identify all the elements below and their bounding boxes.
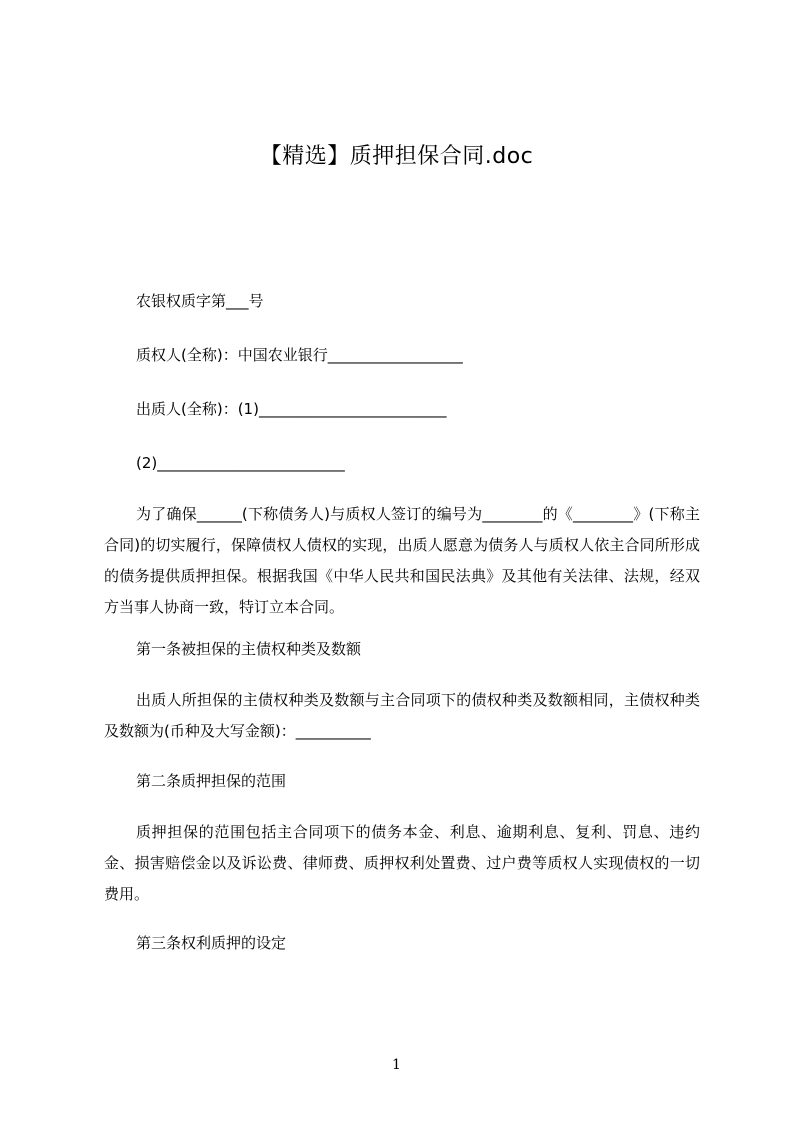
article-2-heading: 第二条质押担保的范围 [136,772,287,790]
pledgor-line-2: (2)_________________________ [136,454,345,472]
page-number: 1 [392,1057,401,1073]
intro-paragraph: 为了确保______(下称债务人)与质权人签订的编号为________的《________》(下称主合同)的切实履行，保障债权人债权的实现，出质人愿意为债务人与质权人依主合同所形成的债务提供质押担保。根据我国《中华人民共和国民法典》及其他有关法律、法规，经双方当事人协商一致，特订立本合同。 [104,505,700,616]
article-1-body: 出质人所担保的主债权种类及数额与主合同项下的债权种类及数额相同，主债权种类及数额为(币种及大写金额)：__________ [104,691,700,740]
pledgee-line: 质权人(全称)：中国农业银行__________________ [136,346,463,364]
article-1-heading: 第一条被担保的主债权种类及数额 [136,640,362,658]
document-title: 【精选】质押担保合同.doc [259,144,534,169]
pledgor-line-1: 出质人(全称)：(1)_________________________ [136,400,447,418]
article-2-body: 质押担保的范围包括主合同项下的债务本金、利息、逾期利息、复利、罚息、违约金、损害赔偿金以及诉讼费、律师费、质押权利处置费、过户费等质权人实现债权的一切费用。 [104,823,700,903]
article-3-heading: 第三条权利质押的设定 [136,934,287,952]
contract-number: 农银权质字第___号 [136,292,264,310]
